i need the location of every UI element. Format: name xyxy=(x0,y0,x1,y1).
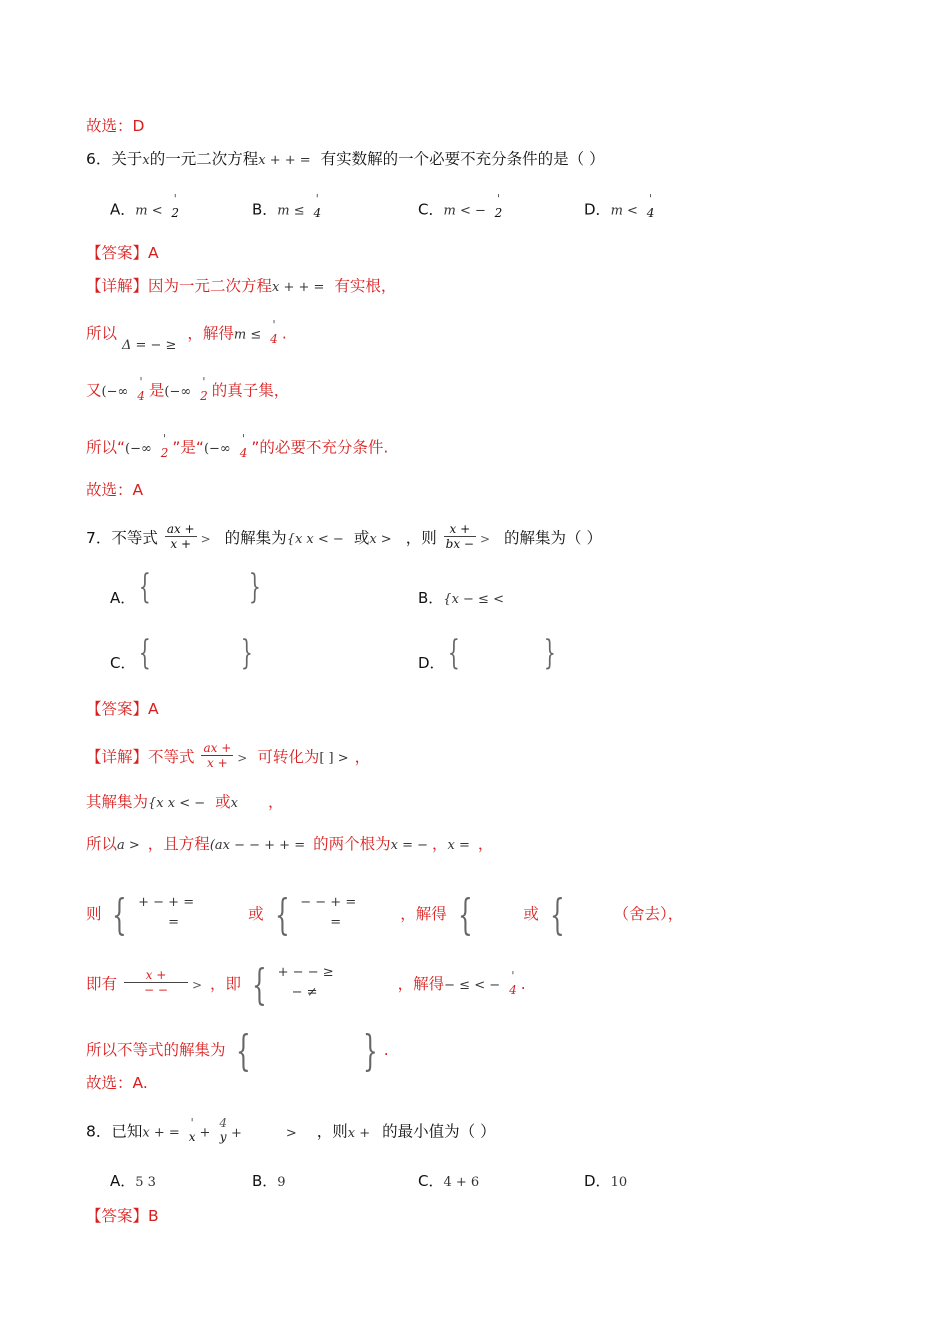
q6-option-c: C．m < − ' 2 xyxy=(418,192,503,220)
q6-answer: 【答案】A xyxy=(86,244,159,262)
q7-option-d-left-brace: { xyxy=(447,633,460,673)
q7-option-b: B．{x − ≤ < xyxy=(418,589,504,607)
q7-answer: 【答案】A xyxy=(86,700,159,718)
q8-option-a: A．5 3 xyxy=(110,1172,156,1190)
q7-option-c: C． xyxy=(110,654,136,672)
q7-stem: 7．不等式 $\frac{ax +}{x +}$ > 的解集为{x x < − 或x > ，则 $\frac{x +}{bx -}$ > 的解集为（ ） xyxy=(86,522,602,551)
q7-detail-line1: 【详解】不等式 $\frac{ax +}{x +}$ > 可转化为[ ] > ， xyxy=(86,741,371,770)
q8-answer: 【答案】B xyxy=(86,1207,159,1225)
system-brace-3: { xyxy=(457,890,473,939)
q8-stem: 8．已知x + = ' x + 4 y + > ，则x + 的最小值为（ ） xyxy=(86,1116,496,1144)
q7-option-d-right-brace: } xyxy=(543,633,556,673)
q7-detail-line6: 所以不等式的解集为 { } . xyxy=(86,1026,389,1075)
q6-option-a: A．m < ' 2 xyxy=(110,192,180,220)
q7-option-a-left-brace: { xyxy=(138,567,151,607)
q7-detail-line5: 即有 $\frac{x +}{- -}$ > ，即 { + − − ≥ − ≠ ，解得− ≤ < − ' 4 . xyxy=(86,960,526,1009)
q6-detail-line2: 所以 $_{\Delta = - \ge}$ ，解得m ≤ ' 4 . xyxy=(86,318,287,353)
result-left-brace: { xyxy=(236,1026,252,1075)
prev-conclusion: 故选：D xyxy=(86,117,145,135)
result-right-brace: } xyxy=(363,1026,378,1075)
q7-detail-line2: 其解集为{x x < − 或x ， xyxy=(86,793,284,811)
q8-option-b: B．9 xyxy=(252,1172,286,1190)
system-brace-5: { xyxy=(251,960,267,1009)
q8-option-c: C．4 + 6 xyxy=(418,1172,480,1190)
q7-option-d: D． xyxy=(418,654,445,672)
q7-option-a-right-brace: } xyxy=(248,567,261,607)
q7-detail-line4: 则 { + − + = = 或 { − − + = = ，解得 { 或 { （舍去）， xyxy=(86,890,684,939)
q7-option-c-right-brace: } xyxy=(240,633,253,673)
q6-detail-line4: 所以“(−∞ ' 2 ”是“(−∞ ' 4 ”的必要不充分条件. xyxy=(86,432,389,460)
q6-detail-line3: 又(−∞ ' 4 是(−∞ ' 2 的真子集， xyxy=(86,375,290,403)
q7-option-a: A． xyxy=(110,589,136,607)
q6-detail-line1: 【详解】因为一元二次方程x + + = 有实根， xyxy=(86,277,397,295)
system-brace-2: { xyxy=(274,890,290,939)
q6-option-d: D．m < ' 4 xyxy=(584,192,655,220)
q7-conclusion: 故选：A. xyxy=(86,1074,148,1092)
system-brace-4: { xyxy=(549,890,565,939)
q6-conclusion: 故选：A xyxy=(86,481,144,499)
q7-option-c-left-brace: { xyxy=(138,633,151,673)
q7-detail-line3: 所以a > ，且方程(ax − − + + = 的两个根为x = − ，x = ， xyxy=(86,835,494,853)
q8-option-d: D．10 xyxy=(584,1172,628,1190)
q6-option-b: B．m ≤ ' 4 xyxy=(252,192,322,220)
system-brace-1: { xyxy=(112,890,128,939)
q6-stem: 6．关于x的一元二次方程x + + = 有实数解的一个必要不充分条件的是（ ） xyxy=(86,150,605,168)
